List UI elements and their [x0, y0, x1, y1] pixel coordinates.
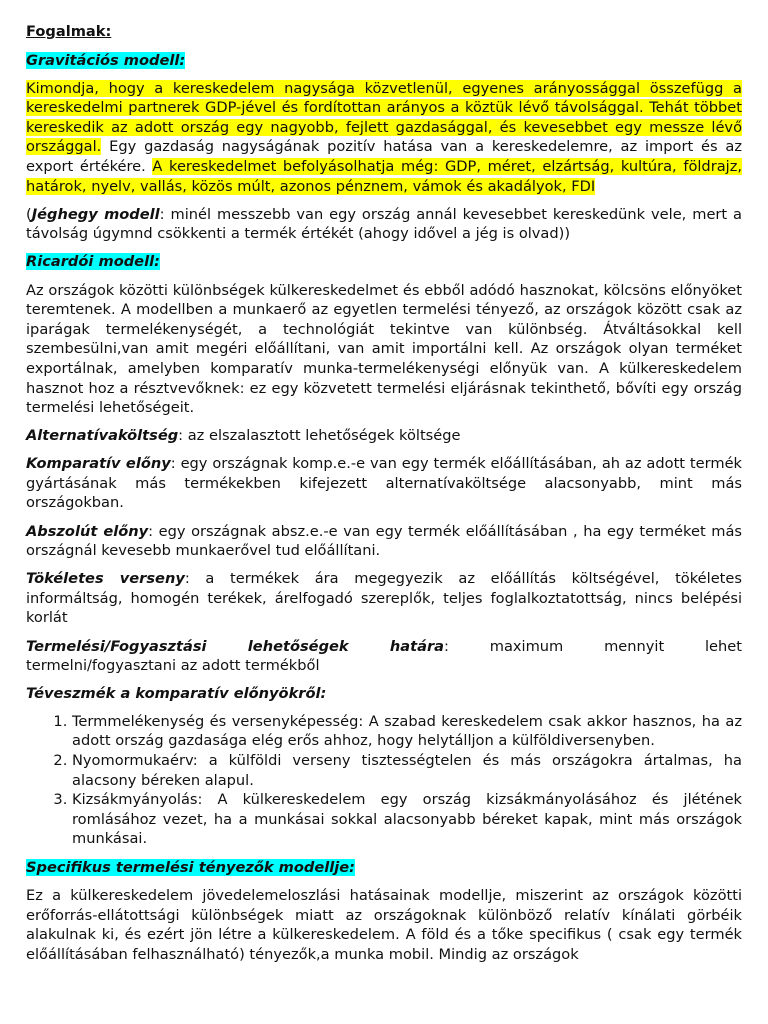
misconceptions-list	[26, 712, 742, 849]
gravity-heading-colon: :	[179, 51, 186, 69]
iceberg-open-paren: (	[26, 205, 32, 223]
term-comparative-advantage	[26, 454, 742, 513]
specific-heading-line	[26, 858, 742, 878]
iceberg-model-text: : minél messzebb van egy ország annál kevesebbet kereskedünk vele, mert a távolság úgymnd csökkenti a termék értékét (ahogy idővel a jég is olvad))	[26, 205, 742, 243]
term-alternative-cost	[26, 426, 742, 446]
gravity-plain-text: Egy gazdaság nagyságának pozitív hatása van a kereskedelemre, az import és az export értékére.	[26, 138, 742, 176]
ppf-line-1	[26, 637, 742, 657]
ricardo-heading-colon: :	[154, 253, 160, 271]
gravity-highlight-2: A kereskedelmet befolyásolhatja még: GDP, méret, elzártság, kultúra, földrajz, határok, nyelv, vallás, közös múlt, azonos pénznem, vámok és akadályok, FDI	[26, 158, 742, 195]
ppf-term: Termelési/Fogyasztási lehetőségek határa	[26, 637, 444, 655]
ricardo-paragraph: Az országok közötti különbségek külkereskedelmet és ebből adódó hasznokat, kölcsöns előnyöket teremtenek. A modellben a munkaerő az egyetlen termelési tényező, az országok között csak az iparágak termelékenységét, a technológiát tekintve van különbség. Átváltásokkal kell szembesülni,van amit megéri előállítani, van amit importálni kell. Az országok olyan terméket exportálnak, amelyben komparatív munka-termelékenységi előnyük van. A külkereskedelem hasznot hoz a résztvevőknek: ez egy közvetett termelési eljárásnak tekinthető, bővíti egy ország termelési lehetőségeit.	[26, 281, 742, 417]
ppf-definition-start: : maximum mennyit lehet	[444, 637, 742, 655]
page-title: Fogalmak:	[26, 23, 112, 40]
gravity-heading-line	[26, 51, 742, 71]
term-label: Alternatívaköltség	[26, 427, 179, 445]
specific-factors-paragraph: Ez a külkereskedelem jövedelemeloszlási hatásainak modellje, miszerint az országok közötti erőforrás-ellátottsági különbségek miatt az országoknak különböző relatív kínálati görbéik alakulnak ki, és ezért jön létre a külkereskedelem. A föld és a tőke specifikus ( csak egy termék előállításában felhasználható) tényezők,a munka mobil. Mindig az országok	[26, 887, 742, 963]
misconceptions-heading: Téveszmék a komparatív előnyökről:	[26, 685, 327, 703]
gravity-model-heading	[26, 52, 185, 69]
list-item: 2. Nyomormukaérv: a külföldi verseny tisztességtelen és más országokra ártalmas, ha alacsony béreken alapul.	[72, 751, 742, 790]
specific-factors-heading: Specifikus termelési tényezők modellje:	[26, 858, 356, 876]
term-label: Tökéletes verseny	[26, 570, 185, 588]
term-perfect-competition	[26, 569, 742, 628]
iceberg-model-term: Jéghegy modell	[31, 205, 160, 223]
ppf-line-2: termelni/fogyasztani az adott termékből	[26, 657, 320, 675]
term-definition: : egy országnak komp.e.-e van egy termék előállításában, ah az adott termék gyártásának más termékekben kifejezett alternatívaköltsége alacsonyabb, mint más országokban.	[26, 455, 743, 512]
term-definition: : a termékek ára megegyezik az előállítás költségével, tökéletes informáltság, homogén terékek, árelfogadó szereplők, teljes foglalkoztatottság, nincs belépési korlát	[26, 570, 742, 627]
list-item: 1. Termmelékenység és versenyképesség: A szabad kereskedelem csak akkor hasznos, ha az adott ország gazdasága elég erős ahhoz, hogy helytálljon a külföldiversenyben.	[72, 712, 742, 751]
gravity-highlight-1: Kimondja, hogy a kereskedelem nagysága közvetlenül, egyenes arányossággal összefügg a kereskedelmi partnerek GDP-jével és fordítottan arányos a köztük lévő távolsággal. Tehát többet kereskedik az adott ország egy nagyobb, fejlett gazdasággal, és kevesebbet egy messze lévő országgal.	[26, 79, 742, 156]
list-item: 3. Kizsákmyányolás: A külkereskedelem egy ország kizsákmányolásához és jlétének romlásához vezet, ha a munkásai sokkal alacsonyabb béreket kapak, mint más országok munkásai.	[72, 790, 742, 849]
gravity-paragraph	[26, 79, 742, 197]
term-definition: : az elszalasztott lehetőségek költsége	[178, 427, 461, 445]
iceberg-paragraph	[26, 205, 742, 244]
term-definition: : egy országnak absz.e.-e van egy termék előállításában , ha egy terméket más országnál kevesebb munkaerővel tud előállítani.	[26, 522, 742, 560]
term-label: Komparatív előny	[26, 455, 171, 473]
ricardo-heading-text: Ricardói modell	[26, 253, 155, 271]
gravity-heading-text: Gravitációs modell	[26, 51, 180, 69]
ricardo-heading-line	[26, 252, 742, 272]
ricardo-model-heading	[26, 253, 160, 270]
term-label: Abszolút előny	[26, 522, 149, 540]
term-absolute-advantage	[26, 522, 742, 561]
